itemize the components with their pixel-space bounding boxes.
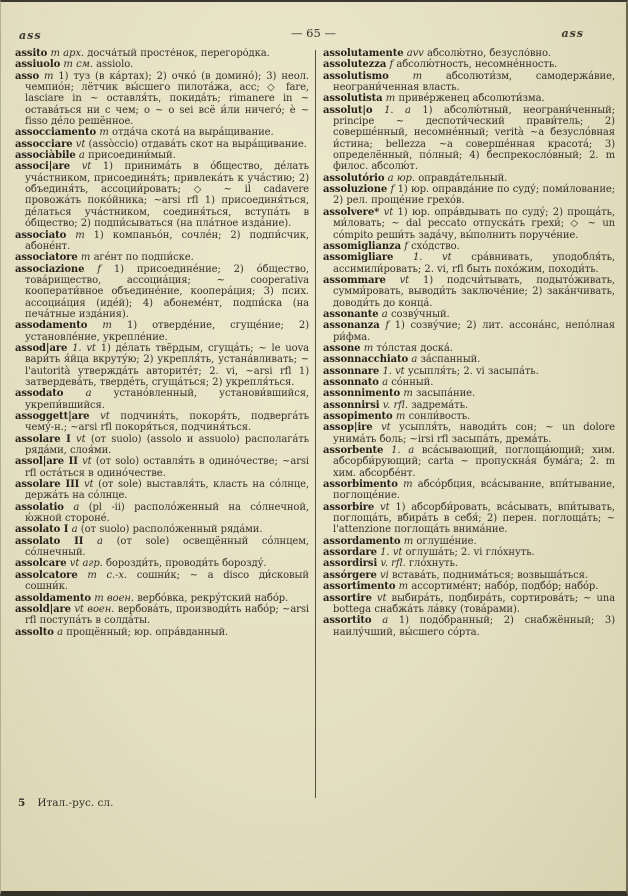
grammar-label: a — [75, 150, 89, 162]
dictionary-entry — [323, 173, 615, 184]
dictionary-entry — [15, 536, 309, 559]
entry-translation: гло́хнуть. — [408, 558, 458, 570]
headword: assomiglianza — [323, 240, 401, 252]
grammar-label: m — [96, 127, 113, 139]
dictionary-entry — [323, 422, 615, 445]
entry-translation: присоедини́мый. — [88, 150, 176, 162]
dictionary-entry — [323, 400, 615, 411]
page-header — [17, 26, 610, 41]
headword: assonante — [323, 308, 379, 320]
grammar-label: vt — [70, 161, 103, 173]
entry-translation: абсо́рбция, вса́сывание, впи́тывание, поглоще́ние. — [333, 479, 615, 502]
entry-translation: (assòccio) отдава́ть скот на выра́щивание. — [88, 138, 307, 150]
grammar-label: vt — [371, 592, 392, 604]
grammar-label: vt — [79, 479, 99, 491]
entry-translation: схо́дство. — [411, 240, 460, 252]
entry-translation: оглуше́ние. — [416, 535, 477, 547]
grammar-label: vt — [70, 433, 91, 445]
dictionary-entry — [15, 230, 309, 253]
signature-label: Итал.-рус. сл. — [37, 797, 114, 809]
dictionary-entry — [15, 343, 309, 388]
entry-translation: оправда́тельный. — [418, 172, 508, 184]
grammar-label: vt воен. — [70, 603, 118, 615]
grammar-label: m — [388, 70, 446, 82]
grammar-label: a — [83, 535, 117, 547]
entry-translation: встава́ть, поднима́ться; возвыша́ться. — [391, 569, 588, 581]
dictionary-entry — [15, 264, 309, 321]
headword: assolutismo — [323, 70, 389, 82]
entry-translation: (от suolo) располо́женный ряда́ми. — [80, 524, 263, 536]
entry-translation: со́нный. — [391, 376, 434, 388]
grammar-label: f — [401, 240, 412, 252]
headword: assordamento — [323, 535, 401, 547]
dictionary-entry — [15, 502, 309, 525]
grammar-label: m — [39, 70, 59, 82]
entry-translation: задрема́ть. — [411, 399, 468, 411]
dictionary-entry — [15, 604, 309, 627]
entry-translation: assiolo. — [96, 59, 134, 71]
entry-translation: (pl -ii) располо́женный на со́лнечной, ю́жной стороне́. — [25, 501, 309, 525]
entry-translation: вербова́ть, производи́ть набо́р; ~arsi rfl поступа́ть в солда́ты. — [25, 603, 309, 627]
headword: assolutezza — [323, 59, 387, 71]
headword: assoggett|are — [15, 411, 90, 422]
dictionary-entry — [15, 479, 309, 502]
entry-translation: подчиня́ть, покоря́ть, подверга́ть чему́-н.; ~arsi rfl покоря́ться, подчиня́ться. — [25, 411, 309, 434]
grammar-label: m — [400, 388, 417, 400]
entry-translation: вса́сывающий, поглоща́ющий; хим. абсорби́рующий; carta ~ пропускна́я бума́га; 2. m хим. абсорбе́нт. — [333, 445, 615, 479]
headword: assonnirsi — [323, 399, 380, 411]
dictionary-entry — [15, 593, 309, 604]
headword: assolatio — [15, 501, 64, 513]
dictionary-entry — [323, 184, 615, 207]
page-number: — 65 — — [291, 26, 336, 40]
grammar-label: vt — [72, 138, 89, 150]
headword: assonnacchiato — [323, 354, 409, 366]
headword: assonanza — [323, 320, 380, 332]
dictionary-entry — [323, 411, 615, 422]
entry-translation: 1) присоедине́ние; 2) о́бщество, това́рищество, ассоциа́ция; ~ cooperativa кооперати́вное объедине́ние, коопера́ция; 3) псих. ассоциа́ция (иде́й); 4) абонеме́нт, подпи́ска (на печа́тные изда́ния). — [25, 263, 309, 320]
entry-translation: 1) де́лать твёрдым, сгуща́ть; ~ le uova вари́ть я́йца вкруту́ю; 2) укрепля́ть, устана́вливать; ~ l'autorità утвержда́ть авторите́т; 2. vi, ~arsi rfl 1) затвердева́ть, тверде́ть, сгуща́ться; 2) укрепля́ться. — [25, 342, 309, 388]
headword: assolato I — [15, 524, 69, 536]
headword: assortimento — [323, 581, 396, 593]
grammar-label: f — [84, 263, 114, 275]
grammar-label: a — [63, 388, 114, 400]
grammar-label: a — [378, 308, 391, 320]
headword: assodato — [15, 388, 64, 400]
text-area — [15, 48, 615, 810]
grammar-label: vi — [376, 569, 392, 581]
headword: assommare — [323, 274, 386, 286]
headword: assoluzione — [323, 184, 388, 196]
entry-translation: прощённый; юр. опра́вданный. — [66, 626, 229, 638]
entry-translation: абсолюти́зм, самодержа́вие, неограни́ченная власть. — [333, 70, 615, 94]
grammar-label: m воен. — [90, 592, 138, 604]
dictionary-entry — [323, 343, 615, 354]
entry-translation: 1) юр. оправда́ние по суду́; поми́лование; 2) рел. проще́ние грехо́в. — [333, 184, 615, 207]
dictionary-entry — [323, 207, 615, 241]
dictionary-entry — [323, 320, 615, 343]
grammar-label: vt — [385, 274, 423, 286]
headword: associazione — [15, 263, 85, 275]
right-column — [323, 48, 615, 810]
grammar-label: a — [371, 615, 399, 627]
grammar-label: f — [387, 184, 398, 196]
headword: assolato II — [15, 535, 84, 547]
dictionary-entry — [323, 558, 615, 569]
grammar-label: m — [77, 252, 94, 264]
grammar-label: vt — [379, 206, 398, 218]
running-head-right: ass — [561, 27, 584, 40]
grammar-label: m — [392, 411, 409, 422]
headword: assold|are — [15, 603, 71, 615]
dictionary-entry — [323, 59, 615, 70]
entry-translation: 1) компаньо́н, сочле́н; 2) подпи́счик, абоне́нт. — [25, 229, 309, 252]
headword: associato — [15, 229, 67, 241]
headword: assonnato — [323, 376, 379, 388]
dictionary-entry — [15, 524, 309, 535]
entry-translation: приве́рженец абсолюти́зма. — [398, 93, 545, 105]
grammar-label: m с.-х. — [77, 569, 137, 581]
dictionary-entry — [323, 388, 615, 399]
headword: assopimento — [323, 411, 393, 422]
grammar-label: m см. — [60, 59, 97, 71]
headword: assonnare — [323, 365, 380, 377]
headword: assolvere* — [323, 206, 380, 218]
entry-translation: 1) созву́чие; 2) лит. ассона́нс, непо́лная ри́фма. — [333, 320, 615, 343]
dictionary-entry — [323, 93, 615, 104]
entry-translation: сошни́к; ~ a disco ди́сковый сошни́к. — [25, 569, 309, 593]
entry-translation: 1) подсчи́тывать, подыто́живать, сумми́ровать, выводи́ть заключе́ние; 2) зака́нчивать, доводи́ть до конца́. — [333, 274, 615, 309]
grammar-label: m — [87, 320, 127, 332]
dictionary-entry — [15, 456, 309, 479]
dictionary-entry — [323, 445, 615, 479]
column-divider-rule — [315, 50, 316, 798]
entry-translation: 1) принима́ть в о́бщество, де́лать уча́стником, присоединя́ть; привлека́ть к уча́стию; 2) объединя́ть, ассоции́ровать; ◇ ~ il cadavere провожа́ть поко́йника; ~arsi rfl 1) присоединя́ться, де́латься уча́стником, соединя́ться, вступа́ть в о́бщество; 2) подпи́сываться (на пла́тное изда́ние). — [25, 161, 309, 230]
entry-translation: усыпля́ть; 2. vi засыпа́ть. — [407, 365, 539, 377]
grammar-label: 1. vt — [393, 252, 472, 264]
headword: assol|are II — [15, 456, 78, 468]
dictionary-entry — [15, 320, 309, 343]
entry-translation: сонли́вость. — [408, 411, 471, 422]
dictionary-entry — [15, 627, 309, 638]
dictionary-entry — [15, 252, 309, 263]
headword: assiuolo — [15, 59, 61, 71]
entry-translation: аге́нт по подпи́ске. — [93, 252, 194, 264]
grammar-label: 1. vt — [67, 342, 101, 354]
grammar-label: 1. vt — [379, 365, 408, 377]
dictionary-entry — [15, 434, 309, 457]
entry-translation: отда́ча скота́ на выра́щивание. — [112, 127, 274, 139]
dictionary-entry — [15, 161, 309, 229]
dictionary-entry — [323, 71, 615, 94]
entry-translation: 1) туз (в ка́ртах); 2) очко́ (в домино́); 3) неол. чемпио́н; лётчик вы́сшего пилота́жа, асс; ◇ fare, lasciare in ~ оставля́ть, покида́ть; rimanere in ~ остава́ться ни с чем; o ~ o sei всё и́ли ничего́; è ~ fisso де́ло решённое. — [25, 70, 309, 128]
headword: assolut|o — [323, 104, 373, 116]
dictionary-entry — [323, 366, 615, 377]
entry-translation: устано́вленный, установи́вшийся, укрепи́вшийся. — [25, 388, 309, 411]
grammar-label: m — [360, 342, 377, 354]
dictionary-entry — [323, 309, 615, 320]
grammar-label: avv — [403, 48, 428, 59]
grammar-label: a — [68, 524, 81, 536]
dictionary-entry — [323, 615, 615, 638]
grammar-label: v. rfl. — [379, 399, 412, 411]
grammar-label: m — [395, 581, 412, 593]
entry-translation: 1) отверде́ние, сгуще́ние; 2) установле́ние, укрепле́ние. — [25, 320, 309, 343]
grammar-label: a — [378, 376, 392, 388]
entry-translation: ассортиме́нт; набо́р, подбо́р; набо́р. — [411, 581, 599, 593]
grammar-label: vt — [374, 501, 396, 513]
dictionary-entry — [15, 150, 309, 161]
headword: assodamento — [15, 320, 88, 332]
grammar-label: vt — [89, 411, 121, 422]
headword: assolcatore — [15, 569, 78, 581]
entry-translation: засыпа́ние. — [416, 388, 476, 400]
grammar-label: a юр. — [384, 172, 419, 184]
dictionary-entry — [323, 502, 615, 536]
headword: assordare — [323, 547, 377, 559]
headword: assone — [323, 342, 361, 354]
grammar-label: vt — [372, 422, 400, 434]
dictionary-entry — [15, 59, 309, 70]
dictionary-entry — [323, 48, 615, 59]
dictionary-entry — [323, 275, 615, 309]
grammar-label: a — [53, 626, 67, 638]
grammar-label: m — [400, 535, 417, 547]
headword: assito — [15, 48, 48, 59]
headword: assomigliare — [323, 252, 394, 264]
dictionary-entry — [15, 570, 309, 593]
dictionary-entry — [323, 377, 615, 388]
grammar-label: 1. a — [372, 104, 423, 116]
headword: associàbile — [15, 150, 76, 162]
dictionary-entry — [323, 252, 615, 275]
headword: assolare I — [15, 433, 71, 445]
grammar-label: 1. a — [383, 445, 422, 457]
headword: assolcare — [15, 558, 67, 570]
dictionary-entry — [15, 139, 309, 150]
headword: assolto — [15, 626, 54, 638]
headword: assocciare — [15, 138, 73, 150]
headword: associatore — [15, 252, 78, 264]
entry-translation: созву́чный. — [390, 308, 450, 320]
grammar-label: vt — [77, 456, 96, 468]
headword: assordirsi — [323, 558, 378, 570]
entry-translation: абсолю́тно, безусло́вно. — [427, 48, 551, 59]
dictionary-entry — [15, 127, 309, 138]
headword: assonnimento — [323, 388, 401, 400]
signature-number: 5 — [18, 797, 26, 809]
grammar-label: f — [379, 320, 395, 332]
dictionary-entry — [15, 558, 309, 569]
entry-translation: то́лстая доска́. — [376, 342, 453, 354]
grammar-label: f — [386, 59, 397, 71]
headword: assórgere — [323, 569, 377, 581]
left-column — [15, 48, 309, 810]
entry-translation: оглуша́ть; 2. vi гло́хнуть. — [405, 547, 535, 559]
grammar-label: vt агр. — [66, 558, 107, 570]
entry-translation: вербо́вка, рекру́тский набо́р. — [137, 592, 289, 604]
entry-translation: (от solo) оставля́ть в одино́честве; ~arsi rfl оста́ться в одино́честве. — [25, 456, 309, 479]
entry-translation: выбира́ть, подбира́ть, сортирова́ть; ~ una bottega снабжа́ть ла́вку (това́рами). — [333, 592, 615, 615]
grammar-label: m — [382, 93, 399, 105]
grammar-label: m арх. — [47, 48, 88, 59]
dictionary-entry — [15, 71, 309, 128]
dictionary-entry — [323, 570, 615, 581]
signature-line — [18, 797, 113, 809]
entry-translation: 1) подо́бранный; 2) снабжённый; 3) наилу́чший, вы́сшего со́рта. — [333, 615, 615, 638]
entry-translation: абсолю́тность, несомне́нность. — [396, 59, 558, 71]
headword: assolare III — [15, 479, 80, 491]
entry-translation: досча́тый просте́нок, перегоро́дка. — [87, 48, 270, 59]
entry-translation: (от sole) выставля́ть, класть на со́лнце, держа́ть на со́лнце. — [25, 479, 309, 502]
headword: assocciamento — [15, 127, 97, 139]
grammar-label: v. rfl. — [377, 558, 409, 570]
headword: assorbire — [323, 501, 375, 513]
entry-translation: борозди́ть, проводи́ть борозду́. — [106, 558, 267, 570]
grammar-label: a — [408, 354, 421, 366]
entry-translation: (от suolo) (assolo и assuolo) располага́ть ряда́ми, слоя́ми. — [25, 433, 309, 457]
headword: assod|are — [15, 342, 68, 354]
grammar-label: a — [63, 501, 89, 513]
headword: assolutamente — [323, 48, 404, 59]
dictionary-entry — [15, 48, 309, 59]
entry-translation: за́спанный. — [420, 354, 481, 366]
dictionary-entry — [323, 593, 615, 616]
entry-translation: 1) юр. опра́вдывать по суду́; 2) проща́ть, ми́ловать; ~ dal peccato отпуска́ть грехи́; ◇ ~ un cómpito реши́ть зада́чу, вы́полнить поруче́ние. — [333, 206, 615, 241]
grammar-label: m — [397, 479, 418, 491]
headword: assop|ire — [323, 422, 373, 434]
headword: assoldamento — [15, 592, 91, 604]
entry-translation: (от sole) освещённый со́лнцем, со́лнечный. — [25, 535, 309, 559]
running-head-left: ass — [19, 29, 42, 42]
headword: asso — [15, 70, 40, 82]
dictionary-entry — [323, 105, 615, 173]
dictionary-entry — [15, 388, 309, 411]
headword: assorbimento — [323, 479, 398, 491]
headword: assortire — [323, 592, 372, 604]
headword: assolutista — [323, 93, 383, 105]
headword: assolutório — [323, 172, 385, 184]
grammar-label: m — [66, 229, 94, 241]
dictionary-entry — [323, 479, 615, 502]
entry-translation: усыпля́ть, наводи́ть сон; ~ un dolore унима́ть боль; ~irsi rfl засыпа́ть, дрема́ть. — [333, 422, 615, 445]
grammar-label: 1. vt — [376, 547, 406, 559]
entry-translation: 1) абсорби́ровать, вса́сывать, впи́тывать, поглоща́ть, вбира́ть в себя́; 2) перен. поглоща́ть; ~ l'attenzione поглоща́ть внима́ние. — [333, 501, 615, 536]
headword: assortito — [323, 615, 372, 627]
entry-translation: 1) абсолю́тный, неограни́ченный; principe ~ деспоти́ческий прави́тель; 2) соверше́нный, несомне́нный; verità ~a безусло́вная и́стина; bellezza ~a соверше́нная красота́; 3) определённый, по́лный; 4) беспрекосло́вный; 2. m филос. абсолю́т. — [333, 104, 615, 173]
headword: assorbente — [323, 445, 384, 457]
dictionary-entry — [323, 241, 615, 252]
dictionary-entry — [15, 411, 309, 434]
dictionary-entry — [323, 354, 615, 365]
entry-translation: сра́внивать, уподобля́ть, ассимили́ровать; 2. vi, rfl быть похо́жим, походи́ть. — [333, 252, 615, 275]
headword: associ|are — [15, 161, 71, 173]
dictionary-entry — [323, 547, 615, 558]
dictionary-entry — [323, 581, 615, 592]
dictionary-entry — [323, 536, 615, 547]
